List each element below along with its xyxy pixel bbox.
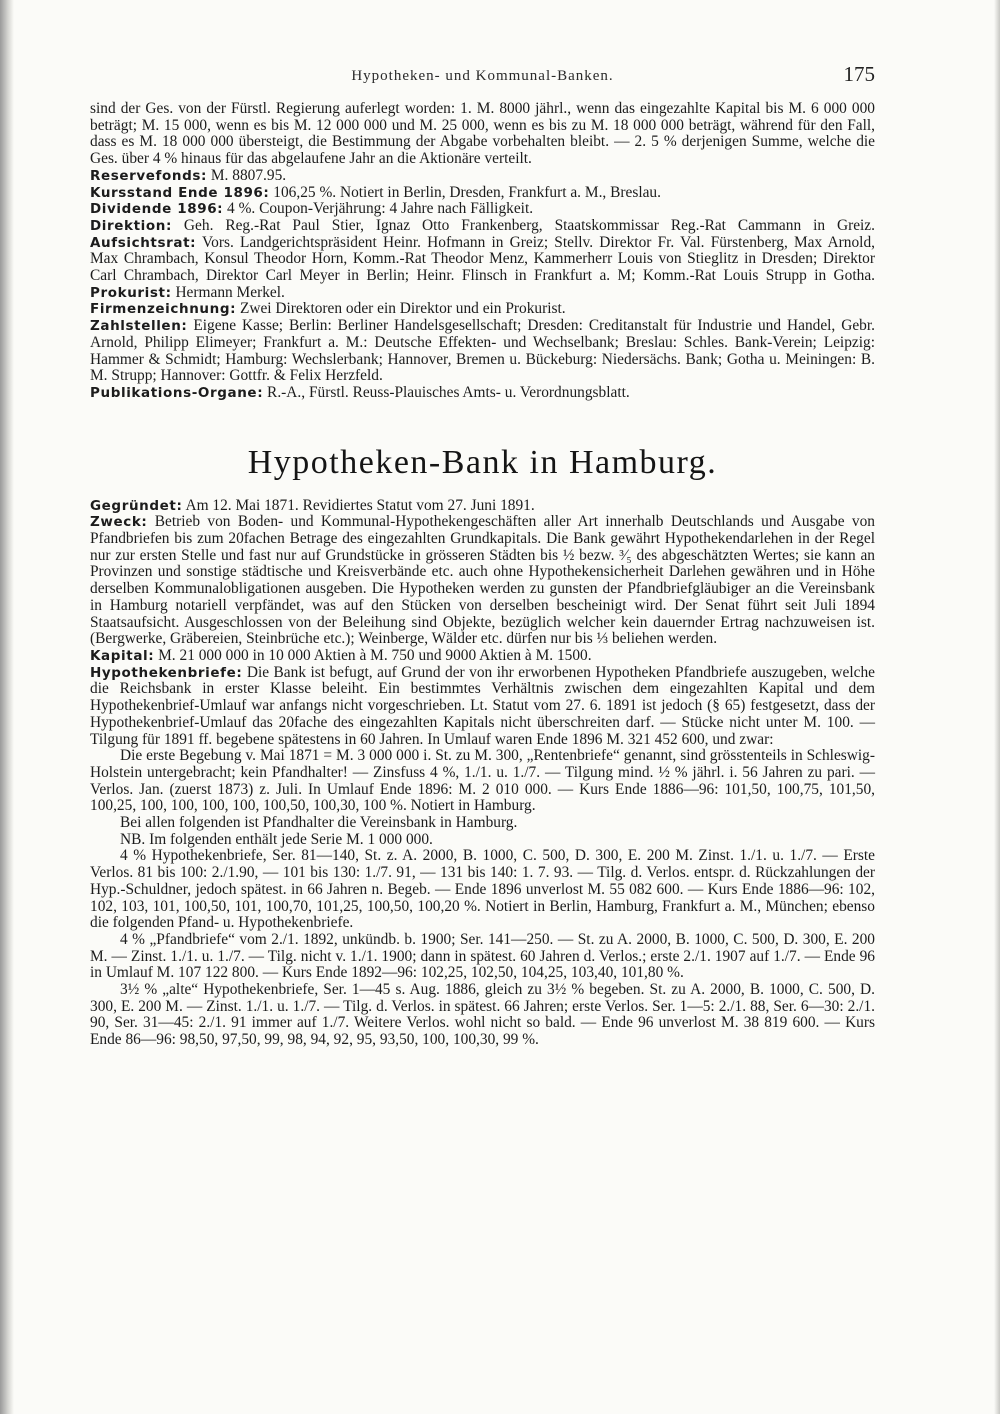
- page-number: 175: [843, 62, 875, 86]
- text-firmenzeichnung: Zwei Direktoren oder ein Direktor und ein Prokurist.: [236, 300, 566, 318]
- entry-hypothekenbriefe: [90, 665, 875, 749]
- entry-zweck: [90, 514, 875, 648]
- paragraph-erste-begebung: Die erste Begebung v. Mai 1871 = M. 3 000 000 i. St. zu M. 300, „Rentenbriefe“ genannt, sind grösstenteils in Schleswig-Holstein untergebracht; kein Pfandhalter! — Zinsfuss 4 %, 1./1. u. 1./7. — Tilgung mind. ½ % jährl. i. 56 Jahren zu pari. — Verlos. Jan. (zuerst 1873) z. Juli. In Umlauf Ende 1896: M. 2 010 000. — Kurs Ende 1886—96: 101,50, 100,75, 101,50, 100,25, 100, 100, 100, 100, 100,50, 100,30, 100 %. Notiert in Hamburg.: [90, 747, 875, 815]
- entry-dividende: [90, 201, 875, 218]
- text-publikationsorgane: R.-A., Fürstl. Reuss-Plauisches Amts- u. Verordnungsblatt.: [263, 383, 630, 401]
- text-aufsichtsrat: Vors. Landgerichtspräsident Heinr. Hofmann in Greiz; Stellv. Direktor Fr. Val. Fürstenberg, Max Arnold, Max Chrambach, Konsul Theodor Horn, Komm.-Rat Theodor Menz, Kammerherr Louis von Stieglitz in Dresden; Direktor Carl Chrambach, Direktor Carl Meyer in Berlin; Heinr. Flinsch in Frankfurt a. M; Komm.-Rat Louis Strupp in Gotha.: [90, 233, 875, 285]
- entry-direktion: [90, 218, 875, 302]
- text-zahlstellen: Eigene Kasse; Berlin: Berliner Handelsgesellschaft; Dresden: Creditanstalt für Industrie und Handel, Gebr. Arnold, Philipp Elimeyer; Frankfurt a. M.: Deutsche Effekten- und Wechselbank; Breslau: Schles. Bank-Verein; Leipzig: Hammer & Schmidt; Hamburg: Wechslerbank; Hannover, Bremen u. Bückeburg: Niedersächs. Bank; Gotha u. Meiningen: B. M. Strupp; Hannover: Gottfr. & Felix Herzfeld.: [90, 317, 875, 385]
- label-kapital: Kapital:: [90, 647, 155, 664]
- paragraph-3-5pct-alte-hypothekenbriefe: 3½ % „alte“ Hypothekenbriefe, Ser. 1—45 s. Aug. 1886, gleich zu 3½ % begeben. St. zu A. 2000, B. 1000, C. 500, D. 300, E. 200 M. — Zinst. 1./1. u. 1./7. — Tilg. d. Verlos. in spätest. 66 Jahren; erste Verlos. Ser. 1—5: 2./1. 88, Ser. 6—30: 2./1. 90, Ser. 31—45: 2./1. 91 immer auf 1./7. Weitere Verlos. wohl nicht so bald. — Ende 96 unverlost M. 38 819 600. — Kurs Ende 86—96: 98,50, 97,50, 99, 98, 94, 92, 95, 93,50, 100, 100,30, 99 %.: [90, 981, 875, 1049]
- label-gegruendet: Gegründet:: [90, 497, 183, 514]
- label-publikationsorgane: Publikations-Organe:: [90, 384, 264, 401]
- entry-reservefonds: [90, 168, 875, 185]
- running-title: Hypotheken- und Kommunal-Banken.: [351, 68, 614, 84]
- running-head: [90, 62, 875, 92]
- text-zweck: Betrieb von Boden- und Kommunal-Hypothekengeschäften aller Art innerhalb Deutschlands und Ausgabe von Pfandbriefen bis zum 20fachen Betrage des eingezahlten Grundkapitals. Die Bank gewährt Hypothekendarlehen in der Regel nur zur ersten Stelle und fast nur auf Grundstücke in grösseren Städten bis ½ bezw. ³⁄₅ des abgeschätzten Wertes; sie kann an Provinzen und sonstige städtische und Kreisverbände etc. auch ohne Hypothekensicherheit Darlehen gewähren und in Höhe derselben Kommunalobligationen ausgeben. Die Hypotheken werden zu gunsten der Pfandbriefgläubiger an die Vereinsbank in Hamburg notariell verpfändet, was auf den Stücken von derselben bescheinigt wird. Der Senat führt seit Juli 1894 Staatsaufsicht. Ausgeschlossen von der Beleihung sind Objekte, bezüglich welcher kein dauernder Ertrag nachzuweisen ist. (Bergwerke, Gräbereien, Steinbrüche etc.); Weinberge, Wälder etc. dürfen nur bis ⅓ beliehen werden.: [90, 513, 875, 648]
- page-content: [90, 101, 875, 1049]
- entry-gegruendet: [90, 498, 875, 515]
- label-zweck: Zweck:: [90, 514, 148, 531]
- label-zahlstellen: Zahlstellen:: [90, 318, 188, 335]
- label-firmenzeichnung: Firmenzeichnung:: [90, 301, 237, 318]
- text-hypothekenbriefe: Die Bank ist befugt, auf Grund der von ihr erworbenen Hypotheken Pfandbriefe auszugeben, welche die Reichsbank in erster Klasse beleiht. Ein bestimmtes Verhältnis zwischen dem eingezahlten Kapital und dem Hypothekenbrief-Umlauf war anfangs nicht vorgeschrieben. Lt. Statut vom 27. 6. 1891 ist jedoch (§ 65) festgesetzt, dass der Hypothekenbrief-Umlauf das 20fache des eingezahlten Kapitals nicht überschreiten darf. — Stücke nicht unter M. 100. — Tilgung für 1891 ff. begebene spätestens in 60 Jahren. In Umlauf waren Ende 1896 M. 321 452 600, und zwar:: [90, 663, 875, 748]
- prev-lead-paragraph: sind der Ges. von der Fürstl. Regierung auferlegt worden: 1. M. 8000 jährl., wenn das eingezahlte Kapital bis M. 6 000 000 beträgt; M. 15 000, wenn es bis M. 12 000 000 und M. 25 000, wenn es bis zu M. 18 000 000 beträgt, während für den Fall, dass es M. 18 000 000 übersteigt, die Bestimmung der Abgabe vorbehalten bleibt. — 2. 5 % derjenigen Summe, welche die Ges. über 4 % hinaus für das abgelaufene Jahr an die Aktionäre verteilt.: [90, 100, 875, 168]
- entry-kapital: [90, 648, 875, 665]
- text-kursstand: 106,25 %. Notiert in Berlin, Dresden, Frankfurt a. M., Breslau.: [269, 183, 661, 201]
- label-reservefonds: Reservefonds:: [90, 167, 208, 184]
- paragraph-4pct-pfandbriefe: 4 % „Pfandbriefe“ vom 2./1. 1892, unkündb. b. 1900; Ser. 141—250. — St. zu A. 2000, B. 1000, C. 500, D. 300, E. 200 M. — Zinst. 1./1. u. 1./7. — Tilg. nicht v. 1./1. 1900; dann in spätest. 60 Jahren d. Verlos.; erste 2./1. 1907 auf 1./7. — Ende 96 in Umlauf M. 107 122 800. — Kurs Ende 1892—96: 102,25, 102,50, 104,25, 103,40, 101,80 %.: [90, 930, 875, 982]
- label-prokurist: Prokurist:: [90, 284, 172, 301]
- paragraph-4pct-hypothekenbriefe: 4 % Hypothekenbriefe, Ser. 81—140, St. z. A. 2000, B. 1000, C. 500, D. 300, E. 200 M. Zinst. 1./1. u. 1./7. — Erste Verlos. 81 bis 100: 2./1.90, — 101 bis 130: 1./7. 91, — 131 bis 140: 1. 7. 93. — Tilg. d. Verlos. entspr. d. Rückzahlungen der Hyp.-Schuldner, jedoch spätest. in 66 Jahren n. Begeb. — Ende 1896 unverlost M. 55 082 600. — Kurs Ende 1886—96: 102, 102, 103, 101, 100,50, 101, 100,70, 101,25, 100,50, 100,20 %. Notiert in Berlin, Hamburg, Frankfurt a. M., München; ebenso die folgenden Pfand- u. Hypothekenbriefe.: [90, 847, 875, 932]
- paragraph-pfandhalter: Bei allen folgenden ist Pfandhalter die Vereinsbank in Hamburg.: [120, 814, 518, 832]
- text-dividende: 4 %. Coupon-Verjährung: 4 Jahre nach Fälligkeit.: [223, 200, 534, 218]
- section-title: Hypotheken-Bank in Hamburg.: [247, 443, 718, 481]
- label-hypothekenbriefe: Hypothekenbriefe:: [90, 664, 243, 681]
- entry-publikationsorgane: [90, 385, 875, 402]
- text-kapital: M. 21 000 000 in 10 000 Aktien à M. 750 und 9000 Aktien à M. 1500.: [154, 646, 592, 664]
- text-direktion: Geh. Reg.-Rat Paul Stier, Ignaz Otto Frankenberg, Staatskommissar Reg.-Rat Cammann in Greiz.: [172, 216, 875, 234]
- label-kursstand: Kursstand Ende 1896:: [90, 184, 270, 201]
- label-aufsichtsrat: Aufsichtsrat:: [90, 234, 197, 251]
- text-gegruendet: Am 12. Mai 1871. Revidiertes Statut vom 27. Juni 1891.: [182, 496, 535, 514]
- entry-kursstand: [90, 185, 875, 202]
- label-dividende: Dividende 1896:: [90, 201, 224, 218]
- scan-edge-left: [0, 0, 14, 1414]
- paragraph-nb-serie: NB. Im folgenden enthält jede Serie M. 1 000 000.: [120, 830, 433, 848]
- text-reservefonds: M. 8807.95.: [207, 166, 287, 184]
- entry-firmenzeichnung: [90, 301, 875, 318]
- text-prokurist: Hermann Merkel.: [171, 283, 285, 301]
- scan-edge-right: [994, 0, 1000, 1414]
- entry-zahlstellen: [90, 318, 875, 385]
- label-direktion: Direktion:: [90, 217, 172, 234]
